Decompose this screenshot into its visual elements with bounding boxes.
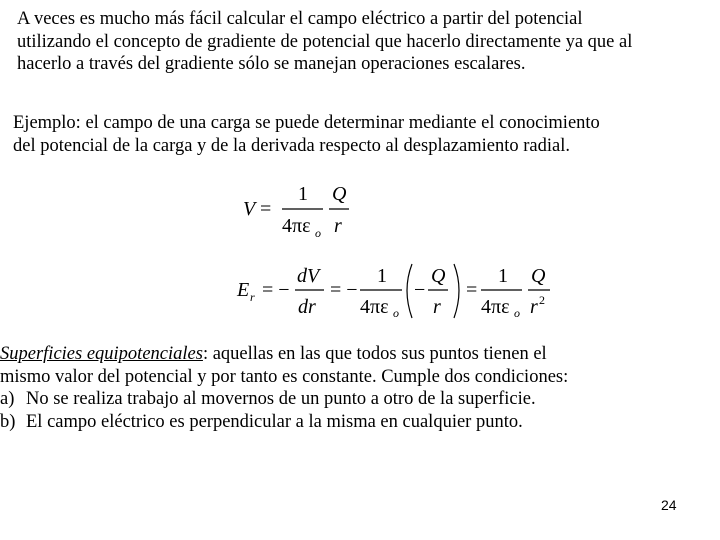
- eq1-den2: r: [334, 215, 342, 237]
- eq2-pden: r: [433, 296, 441, 318]
- eq2-pnum: Q: [431, 265, 446, 287]
- eq2-den3: 4πε: [481, 296, 510, 318]
- eq2-den4: r: [530, 296, 538, 318]
- equipotential-line-1: [0, 343, 720, 366]
- field-equation: [232, 258, 562, 326]
- eq2-lhs-sub: r: [250, 290, 255, 304]
- intro-line-3: hacerlo a través del gradiente sólo se manejan operaciones escalares.: [17, 54, 526, 74]
- eq1-num2: Q: [332, 183, 347, 205]
- condition-marker-b: b): [0, 411, 16, 432]
- eq2-num1: 1: [377, 265, 387, 287]
- eq2-dnum: dV: [297, 265, 320, 287]
- intro-paragraph: [17, 8, 717, 76]
- eq2-paren-sign: −: [414, 279, 426, 301]
- eq2-equals-minus-2: = −: [330, 279, 358, 301]
- eq2-num3: 1: [498, 265, 508, 287]
- eq1-lhs: V: [243, 198, 256, 220]
- eq2-num4: Q: [531, 265, 546, 287]
- equipotential-intro-rest: : aquellas en las que todos sus puntos tienen el: [202, 344, 547, 364]
- eq2-den1-sub: o: [393, 306, 399, 320]
- eq1-equals: =: [260, 198, 272, 220]
- intro-line-1: A veces es mucho más fácil calcular el campo eléctrico a partir del potencial: [17, 9, 583, 29]
- condition-item-b: [0, 411, 720, 434]
- eq2-den3-sub: o: [514, 306, 520, 320]
- equipotential-paragraph: [0, 343, 720, 433]
- eq2-equals-3: =: [466, 279, 478, 301]
- potential-equation: [235, 178, 365, 242]
- example-line-2: del potencial de la carga y de la derivada respecto al desplazamiento radial.: [13, 135, 570, 156]
- left-parenthesis: [407, 264, 412, 318]
- eq1-num1: 1: [298, 183, 308, 205]
- eq1-den1: 4πε: [282, 215, 311, 237]
- condition-text-b: El campo eléctrico es perpendicular a la misma en cualquier punto.: [26, 411, 523, 432]
- intro-line-2: utilizando el concepto de gradiente de potencial que hacerlo directamente ya que al: [17, 31, 633, 52]
- condition-marker-a: a): [0, 389, 15, 409]
- example-line-1: Ejemplo: el campo de una carga se puede determinar mediante el conocimiento: [13, 113, 600, 133]
- example-paragraph: [13, 112, 713, 157]
- equipotential-term: Superficies equipotenciales: [0, 344, 203, 364]
- eq1-den1-sub: o: [315, 226, 321, 240]
- eq2-lhs: E: [237, 279, 250, 301]
- condition-item-a: [0, 388, 720, 411]
- eq2-equals-minus-1: = −: [262, 279, 290, 301]
- slide-number: 24: [661, 497, 677, 513]
- right-parenthesis: [454, 264, 459, 318]
- eq2-dden: dr: [298, 296, 316, 318]
- eq2-den1: 4πε: [360, 296, 389, 318]
- equipotential-line-2: mismo valor del potencial y por tanto es constante. Cumple dos condiciones:: [0, 366, 569, 387]
- condition-text-a: No se realiza trabajo al movernos de un punto a otro de la superficie.: [26, 389, 536, 409]
- eq2-den4-sup: 2: [539, 293, 545, 307]
